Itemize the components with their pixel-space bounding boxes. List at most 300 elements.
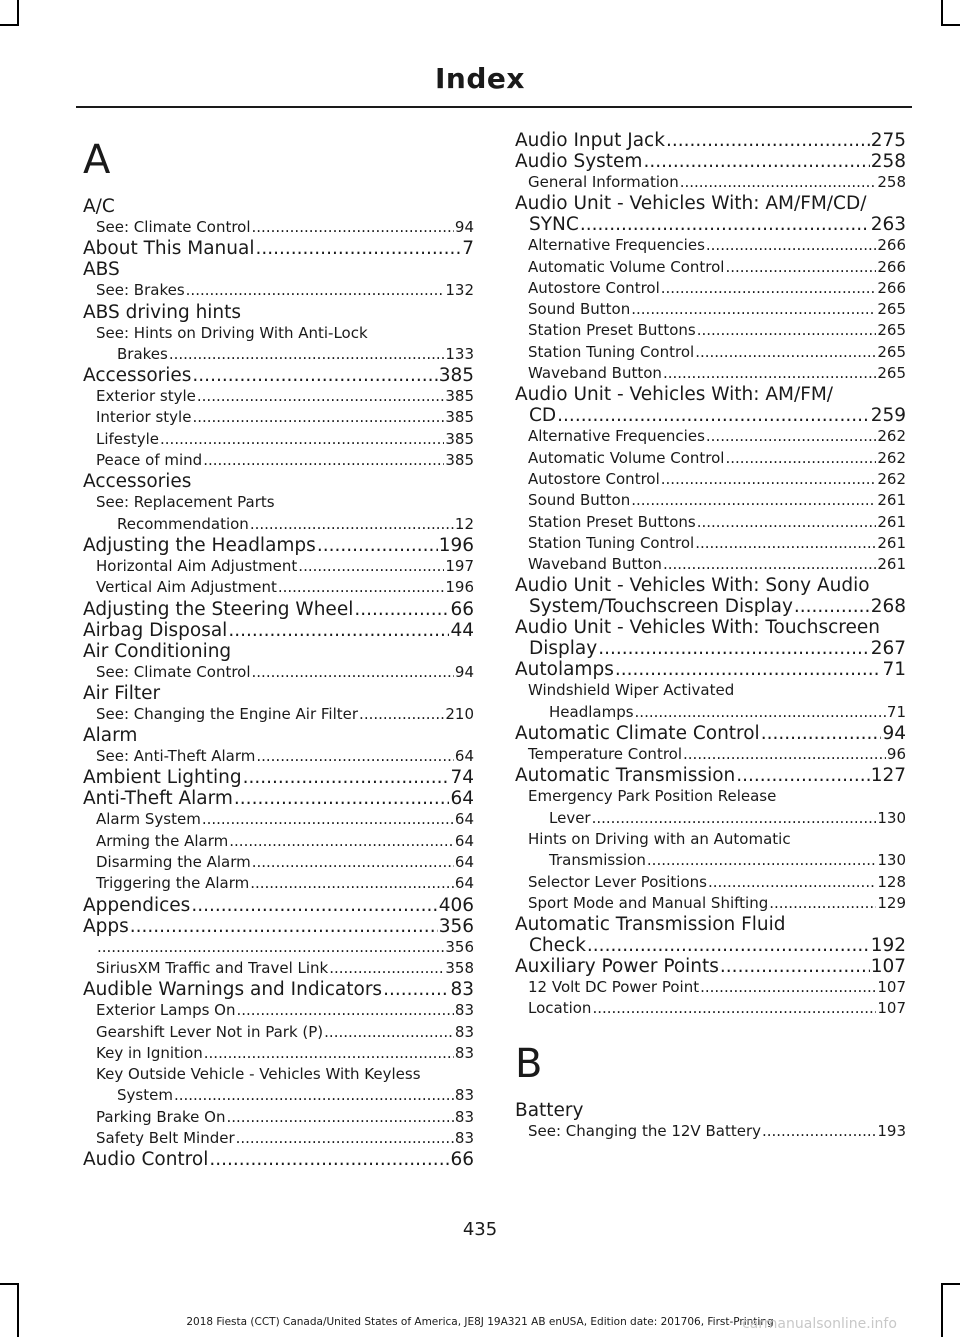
index-subentry[interactable] [515, 554, 906, 575]
dot-leader [663, 363, 876, 384]
dot-leader [663, 554, 876, 575]
index-subentry: See: Replacement Parts [96, 493, 275, 512]
dot-leader [229, 831, 454, 852]
page-reference: 130 [877, 851, 906, 870]
index-subentry[interactable] [83, 577, 474, 598]
dot-leader [329, 958, 444, 979]
dot-leader [383, 979, 449, 1000]
entry-label: Anti-Theft Alarm [83, 788, 233, 810]
index-subentry[interactable] [515, 342, 906, 363]
index-subentry: Key Outside Vehicle - Vehicles With Keyless [96, 1065, 421, 1084]
entry-label: See: Changing the Engine Air Filter [96, 704, 359, 723]
index-subentry[interactable] [83, 1043, 474, 1064]
page-reference: 258 [877, 173, 906, 191]
page-reference: 83 [454, 1086, 474, 1105]
page-reference: 83 [454, 1043, 474, 1062]
index-heading[interactable] [83, 895, 474, 916]
index-heading: Air Conditioning [83, 640, 232, 662]
entry-label: Vertical Aim Adjustment [96, 578, 277, 597]
entry-label: Adjusting the Steering Wheel [83, 598, 354, 620]
index-subentry[interactable] [83, 1085, 474, 1106]
index-column-right [515, 130, 906, 1142]
entry-label: Safety Belt Minder [96, 1129, 235, 1148]
page-reference: 275 [870, 130, 906, 151]
entry-label: Audio Input Jack [515, 130, 665, 151]
index-heading[interactable] [515, 214, 906, 235]
page-reference: 7 [462, 238, 474, 260]
dot-leader [203, 450, 444, 471]
index-subentry[interactable] [83, 1128, 474, 1149]
entry-label: Selector Lever Positions [528, 872, 707, 891]
dot-leader [186, 280, 445, 301]
entry-label: See: Brakes [96, 281, 185, 300]
entry-label: Autolamps [515, 659, 614, 681]
footer-text: 2018 Fiesta (CCT) Canada/United States of America, JE8J 19A321 AB enUSA, Edition date: 201706, First-Printing [186, 1316, 774, 1328]
entry-label: Interior style [96, 408, 192, 427]
index-subentry[interactable] [515, 363, 906, 384]
entry-label: Alternative Frequencies [528, 236, 705, 255]
page-reference: 385 [445, 387, 474, 406]
page-reference: 385 [445, 408, 474, 427]
dot-leader [97, 937, 444, 958]
entry-label: Sound Button [528, 300, 631, 319]
entry-label: Automatic Climate Control [515, 723, 760, 745]
page-reference: 261 [877, 491, 906, 510]
dot-leader [278, 577, 445, 598]
index-heading[interactable] [515, 151, 906, 172]
page-reference: 83 [454, 1129, 474, 1148]
index-subentry[interactable] [83, 407, 474, 428]
index-subentry[interactable] [83, 937, 474, 958]
entry-label: Gearshift Lever Not in Park (P) [96, 1022, 324, 1041]
page-reference: 64 [454, 853, 474, 872]
page-reference: 83 [454, 1022, 474, 1041]
dot-leader [252, 662, 454, 683]
index-heading: Audio Unit - Vehicles With: Sony Audio [515, 575, 870, 597]
page-reference: 94 [882, 723, 906, 745]
entry-label: Check [529, 935, 586, 957]
dot-leader [706, 235, 876, 256]
entry-label: Alternative Frequencies [528, 427, 705, 446]
entry-label: Horizontal Aim Adjustment [96, 556, 298, 575]
entry-label: Display [529, 638, 598, 660]
entry-label: 12 Volt DC Power Point [528, 978, 700, 997]
entry-label: Audio System [515, 151, 643, 172]
dot-leader [250, 873, 454, 894]
dot-leader [647, 850, 876, 871]
dot-leader [661, 278, 877, 299]
index-subentry[interactable] [83, 662, 474, 683]
page-reference: 64 [450, 788, 474, 810]
index-heading[interactable] [515, 130, 906, 151]
page-reference: 267 [870, 638, 906, 660]
dot-leader [635, 702, 886, 723]
index-subentry: Emergency Park Position Release [528, 787, 777, 806]
dot-leader [237, 1000, 454, 1021]
index-subentry[interactable] [515, 278, 906, 299]
entry-label: Parking Brake On [96, 1107, 226, 1126]
page-reference: 358 [445, 958, 474, 977]
page-reference: 64 [454, 874, 474, 893]
index-subentry[interactable] [83, 344, 474, 365]
index-heading[interactable] [515, 956, 906, 977]
index-subentry[interactable] [515, 744, 906, 765]
page-reference: 210 [445, 704, 474, 723]
page-reference: 263 [870, 214, 906, 236]
page-reference: 261 [877, 555, 906, 574]
entry-label: Apps [83, 915, 129, 937]
index-heading: Accessories [83, 471, 192, 493]
entry-label: Waveband Button [528, 555, 662, 574]
page-reference: 71 [882, 659, 906, 681]
entry-label: Automatic Transmission [515, 765, 736, 787]
index-heading[interactable] [515, 765, 906, 786]
entry-label: Airbag Disposal [83, 619, 228, 641]
index-subentry[interactable] [515, 257, 906, 278]
index-heading: A/C [83, 196, 115, 217]
index-subentry[interactable] [515, 893, 906, 914]
index-heading[interactable] [83, 599, 474, 620]
page-reference: 406 [438, 894, 474, 916]
dot-leader [587, 935, 870, 956]
index-heading[interactable] [83, 620, 474, 641]
dot-leader [298, 556, 444, 577]
dot-leader [762, 1121, 876, 1142]
entry-label: Adjusting the Headlamps [83, 534, 316, 556]
page-reference: 262 [877, 427, 906, 446]
dot-leader [204, 1043, 454, 1064]
entry-label: Appendices [83, 894, 191, 916]
entry-label: Automatic Volume Control [528, 257, 725, 276]
entry-label: SiriusXM Traffic and Travel Link [96, 958, 329, 977]
index-subentry[interactable] [83, 958, 474, 979]
index-subentry[interactable] [83, 450, 474, 471]
index-heading: Audio Unit - Vehicles With: AM/FM/CD/ [515, 193, 867, 215]
dot-leader [324, 1022, 454, 1043]
page-reference: 258 [870, 151, 906, 172]
crop-mark-bottom-right-h [941, 1283, 960, 1285]
index-heading[interactable] [515, 405, 906, 426]
dot-leader [169, 344, 445, 365]
index-subentry[interactable] [83, 556, 474, 577]
index-subentry[interactable] [515, 872, 906, 893]
index-heading: Alarm [83, 725, 138, 747]
page-reference: 197 [445, 556, 474, 575]
index-subentry[interactable] [515, 808, 906, 829]
entry-label: Audible Warnings and Indicators [83, 979, 383, 1001]
index-subentry: Windshield Wiper Activated [528, 681, 735, 700]
page-reference: 196 [438, 534, 474, 556]
entry-label: See: Climate Control [96, 218, 251, 236]
page-reference: 74 [450, 767, 474, 789]
index-subentry[interactable] [515, 299, 906, 320]
index-heading[interactable] [515, 638, 906, 659]
page-reference: 385 [438, 365, 474, 387]
page-reference: 261 [877, 512, 906, 531]
index-column-left [83, 130, 474, 1170]
page-reference: 83 [450, 979, 474, 1001]
page-number: 435 [462, 1219, 498, 1240]
index-subentry[interactable] [515, 998, 906, 1019]
dot-leader [680, 172, 877, 193]
dot-leader [130, 916, 438, 937]
index-heading: ABS [83, 259, 120, 281]
dot-leader [256, 746, 454, 767]
dot-leader [592, 808, 877, 829]
index-heading: Battery [515, 1099, 584, 1121]
dot-leader [706, 426, 876, 447]
page-reference: 356 [438, 915, 474, 937]
page-reference: 64 [454, 747, 474, 766]
entry-label: Exterior Lamps On [96, 1001, 236, 1020]
crop-mark-bottom-left-h [0, 1283, 19, 1285]
page-reference: 94 [454, 662, 474, 681]
index-heading[interactable] [515, 596, 906, 617]
crop-mark-top-left [17, 0, 19, 26]
index-subentry[interactable] [83, 514, 474, 535]
index-subentry[interactable] [83, 429, 474, 450]
dot-leader [227, 1107, 454, 1128]
page-reference: 262 [877, 448, 906, 467]
index-heading: Automatic Transmission Fluid [515, 914, 786, 936]
index-subentry[interactable] [515, 426, 906, 447]
page-reference: 265 [877, 300, 906, 319]
entry-label: Accessories [83, 365, 192, 387]
entry-label: Auxiliary Power Points [515, 956, 719, 978]
entry-label: Alarm System [96, 810, 201, 829]
entry-label: About This Manual [83, 238, 255, 260]
crop-mark-bottom-left [17, 1283, 19, 1337]
entry-label: Station Tuning Control [528, 342, 695, 361]
dot-leader [174, 1085, 454, 1106]
dot-leader [695, 342, 876, 363]
page-reference: 66 [450, 598, 474, 620]
dot-leader [725, 257, 876, 278]
index-subentry[interactable] [515, 235, 906, 256]
page-reference: 130 [877, 808, 906, 827]
dot-leader [683, 744, 886, 765]
entry-label: Audio Control [83, 1149, 209, 1171]
dot-leader [354, 599, 449, 620]
index-heading[interactable] [515, 935, 906, 956]
index-heading: Air Filter [83, 682, 161, 704]
entry-label: Headlamps [549, 702, 634, 721]
dot-leader [209, 1149, 449, 1170]
index-subentry[interactable] [515, 448, 906, 469]
dot-leader [252, 217, 454, 238]
dot-leader [697, 512, 877, 533]
entry-label: Ambient Lighting [83, 767, 242, 789]
crop-mark-bottom-right [941, 1283, 943, 1337]
index-subentry[interactable] [83, 809, 474, 830]
dot-leader [191, 895, 437, 916]
index-heading[interactable] [83, 788, 474, 809]
dot-leader [252, 852, 454, 873]
dot-leader [794, 596, 870, 617]
index-subentry[interactable] [83, 1107, 474, 1128]
dot-leader [725, 448, 876, 469]
dot-leader [317, 535, 438, 556]
dot-leader [236, 1128, 454, 1149]
page-reference: 94 [454, 218, 474, 236]
entry-label: Station Preset Buttons [528, 512, 696, 531]
entry-label: Recommendation [117, 514, 249, 533]
index-heading[interactable] [83, 238, 474, 259]
index-subentry[interactable] [83, 1022, 474, 1043]
index-subentry[interactable] [515, 512, 906, 533]
dot-leader [643, 151, 869, 172]
dot-leader [197, 386, 444, 407]
index-heading[interactable] [83, 365, 474, 386]
dot-leader [228, 620, 449, 641]
dot-leader [202, 809, 454, 830]
entry-label: Peace of mind [96, 451, 203, 470]
index-heading[interactable] [515, 659, 906, 680]
crop-mark-top-right-h [941, 24, 960, 26]
page-reference: 356 [445, 937, 474, 956]
dot-leader [160, 429, 444, 450]
dot-leader [631, 299, 876, 320]
crop-mark-top-right [941, 0, 943, 26]
page-reference: 196 [445, 578, 474, 597]
page-reference: 128 [877, 872, 906, 891]
dot-leader [192, 365, 437, 386]
dot-leader [666, 130, 870, 151]
entry-label: Exterior style [96, 387, 196, 406]
entry-label: Lifestyle [96, 429, 160, 448]
entry-label: System [117, 1086, 173, 1105]
page-reference: 127 [870, 765, 906, 787]
index-subentry[interactable] [515, 977, 906, 998]
index-subentry[interactable] [515, 172, 906, 193]
page-reference: 107 [870, 956, 906, 978]
dot-leader [359, 704, 444, 725]
entry-label: See: Changing the 12V Battery [528, 1121, 761, 1140]
entry-label: Sport Mode and Manual Shifting [528, 893, 769, 912]
page-reference: 385 [445, 451, 474, 470]
entry-label: Disarming the Alarm [96, 853, 251, 872]
entry-label: See: Anti-Theft Alarm [96, 747, 256, 766]
index-heading[interactable] [83, 535, 474, 556]
entry-label: Autostore Control [528, 278, 660, 297]
entry-label: Waveband Button [528, 364, 662, 383]
dot-leader [661, 469, 877, 490]
dot-leader [250, 514, 454, 535]
index-heading: ABS driving hints [83, 301, 242, 323]
page-reference: 83 [454, 1001, 474, 1020]
entry-label: Transmission [549, 851, 646, 870]
page-reference: 265 [877, 342, 906, 361]
index-subentry[interactable] [83, 704, 474, 725]
index-heading: Audio Unit - Vehicles With: AM/FM/ [515, 384, 834, 406]
entry-label: Location [528, 999, 592, 1018]
dot-leader [234, 788, 450, 809]
entry-label: Station Tuning Control [528, 533, 695, 552]
dot-leader [192, 407, 444, 428]
dot-leader [557, 405, 870, 426]
entry-label: Automatic Volume Control [528, 448, 725, 467]
entry-label: Sound Button [528, 491, 631, 510]
page-reference: 44 [450, 619, 474, 641]
section-letter: A [83, 137, 111, 183]
watermark: carmanualsonline.info [742, 1316, 897, 1332]
dot-leader [695, 533, 876, 554]
index-heading[interactable] [83, 767, 474, 788]
dot-leader [243, 767, 450, 788]
page-reference: 385 [445, 429, 474, 448]
page-title: Index [435, 62, 525, 95]
index-subentry[interactable] [83, 746, 474, 767]
page-reference: 132 [445, 281, 474, 300]
page-reference: 259 [870, 405, 906, 427]
page-reference: 266 [877, 236, 906, 255]
page-reference: 265 [877, 321, 906, 340]
index-heading[interactable] [83, 1149, 474, 1170]
index-subentry[interactable] [83, 280, 474, 301]
page-reference: 66 [450, 1149, 474, 1171]
index-subentry[interactable] [83, 852, 474, 873]
entry-label: Arming the Alarm [96, 831, 229, 850]
index-subentry[interactable] [83, 217, 474, 238]
header-divider [76, 106, 912, 108]
index-heading[interactable] [515, 723, 906, 744]
index-subentry[interactable] [515, 320, 906, 341]
index-heading[interactable] [83, 916, 474, 937]
section-letter: B [515, 1040, 543, 1087]
page-reference: 107 [877, 978, 906, 997]
index-subentry[interactable] [515, 1121, 906, 1142]
page-reference: 64 [454, 810, 474, 829]
index-subentry[interactable] [83, 386, 474, 407]
dot-leader [697, 320, 877, 341]
dot-leader [761, 723, 882, 744]
index-heading[interactable] [83, 979, 474, 1000]
page-reference: 268 [870, 596, 906, 618]
index-subentry[interactable] [515, 533, 906, 554]
page-reference: 266 [877, 257, 906, 276]
dot-leader [256, 238, 462, 259]
dot-leader [708, 872, 876, 893]
entry-label: Lever [549, 808, 591, 827]
dot-leader [631, 490, 876, 511]
entry-label: Autostore Control [528, 469, 660, 488]
index-subentry[interactable] [515, 469, 906, 490]
dot-leader [769, 893, 876, 914]
index-subentry[interactable] [83, 1000, 474, 1021]
index-subentry: Hints on Driving with an Automatic [528, 829, 791, 848]
page-reference: 96 [886, 745, 906, 764]
page-reference: 265 [877, 364, 906, 383]
index-subentry[interactable] [515, 490, 906, 511]
index-subentry[interactable] [515, 850, 906, 871]
index-subentry[interactable] [515, 702, 906, 723]
page-reference: 107 [877, 999, 906, 1018]
index-heading: Audio Unit - Vehicles With: Touchscreen [515, 617, 880, 639]
entry-label: Station Preset Buttons [528, 321, 696, 340]
crop-mark-top-left-h [0, 24, 19, 26]
entry-label: Brakes [117, 344, 168, 363]
page-reference: 266 [877, 278, 906, 297]
page-reference: 192 [870, 935, 906, 957]
index-subentry[interactable] [83, 873, 474, 894]
index-subentry[interactable] [83, 831, 474, 852]
entry-label: General Information [528, 173, 679, 191]
entry-label: SYNC [529, 214, 579, 236]
page-reference: 12 [454, 514, 474, 533]
page-reference: 262 [877, 469, 906, 488]
page-reference: 64 [454, 831, 474, 850]
index-subentry: See: Hints on Driving With Anti-Lock [96, 323, 368, 342]
